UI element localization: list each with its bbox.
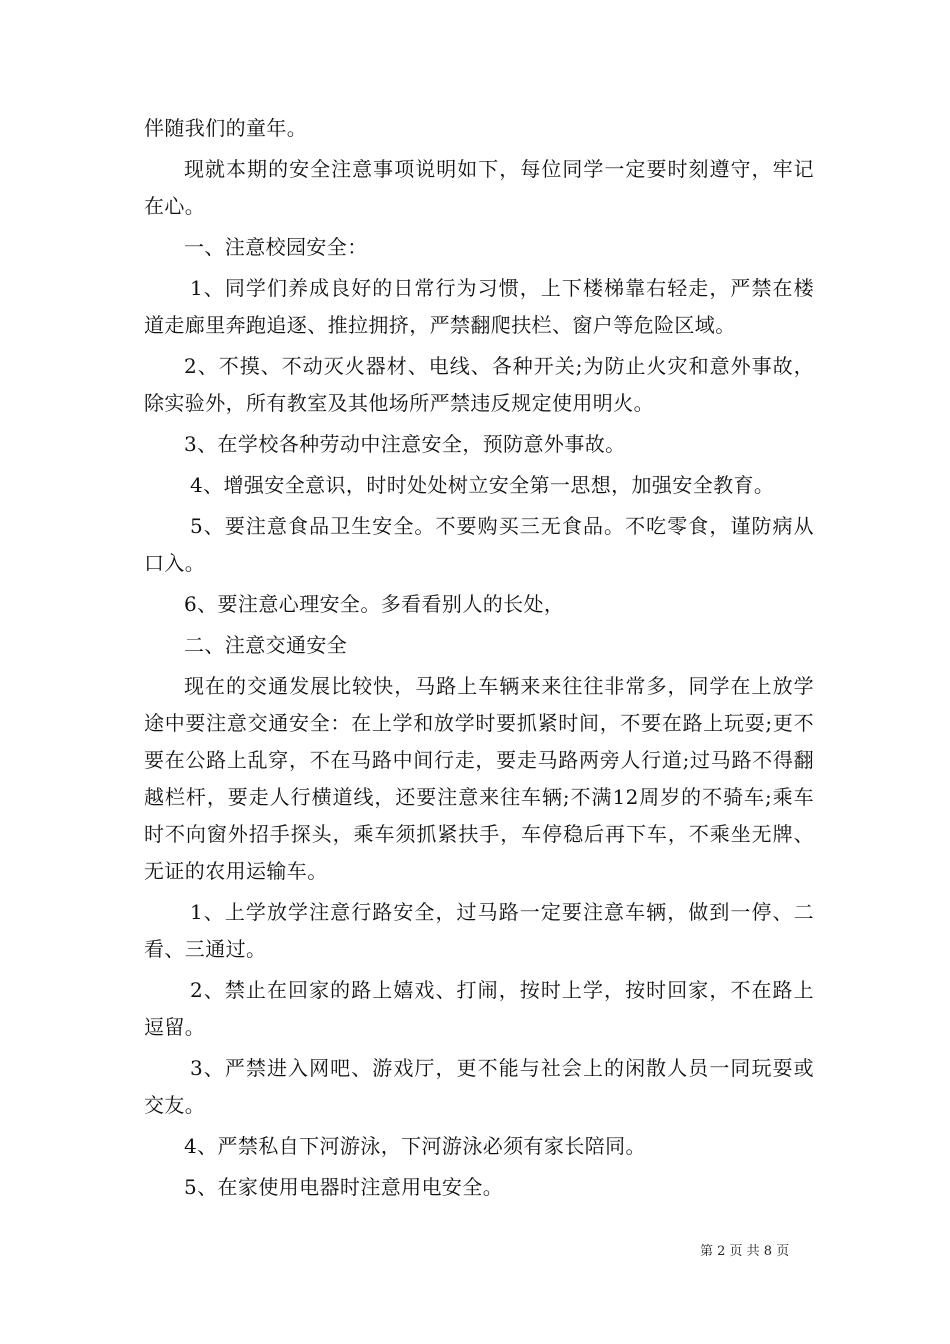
traffic-item-2: 2、禁止在回家的路上嬉戏、打闹，按时上学，按时回家，不在路上逗留。 (144, 978, 814, 1039)
campus-item-1: 1、同学们养成良好的日常行为习惯，上下楼梯靠右轻走，严禁在楼道走廊里奔跑追逐、推拉拥挤，严禁翻爬扶栏、窗户等危险区域。 (144, 276, 814, 337)
campus-item-6: 6、要注意心理安全。多看看别人的长处， (184, 592, 565, 616)
paragraph-traffic-overview: 现在的交通发展比较快，马路上车辆来来往往非常多，同学在上放学途中要注意交通安全：在上学和放学时要抓紧时间，不要在路上玩耍;更不要在公路上乱穿，不在马路中间行走，要走马路两旁人行道;过马路不得翻越栏杆，要走人行横道线，还要注意来往车辆;不满12周岁的不骑车;乘车时不向窗外招手探头，乘车须抓紧扶手，车停稳后再下车，不乘坐无牌、无证的农用运输车。 (144, 674, 814, 883)
paragraph-intro: 现就本期的安全注意事项说明如下，每位同学一定要时刻遵守，牢记在心。 (144, 157, 814, 218)
page-number-footer: 第 2 页 共 8 页 (700, 1244, 790, 1259)
campus-item-2: 2、不摸、不动灭火器材、电线、各种开关;为防止火灾和意外事故，除实验外，所有教室及其他场所严禁违反规定使用明火。 (144, 354, 814, 415)
traffic-item-5: 5、在家使用电器时注意用电安全。 (184, 1175, 504, 1199)
paragraph-continuation: 伴随我们的童年。 (144, 116, 308, 140)
campus-item-5: 5、要注意食品卫生安全。不要购买三无食品。不吃零食，谨防病从口入。 (144, 514, 814, 575)
campus-item-3: 3、在学校各种劳动中注意安全，预防意外事故。 (184, 432, 626, 456)
campus-item-4: 4、增强安全意识，时时处处树立安全第一思想，加强安全教育。 (190, 473, 775, 497)
traffic-item-1: 1、上学放学注意行路安全，过马路一定要注意车辆，做到一停、二看、三通过。 (144, 900, 814, 961)
document-body (144, 110, 814, 1210)
traffic-item-4: 4、严禁私自下河游泳，下河游泳必须有家长陪同。 (184, 1134, 646, 1158)
traffic-item-3: 3、严禁进入网吧、游戏厅，更不能与社会上的闲散人员一同玩耍或交友。 (144, 1056, 814, 1117)
heading-campus-safety: 一、注意校园安全： (184, 235, 368, 259)
heading-traffic-safety: 二、注意交通安全 (184, 633, 348, 657)
